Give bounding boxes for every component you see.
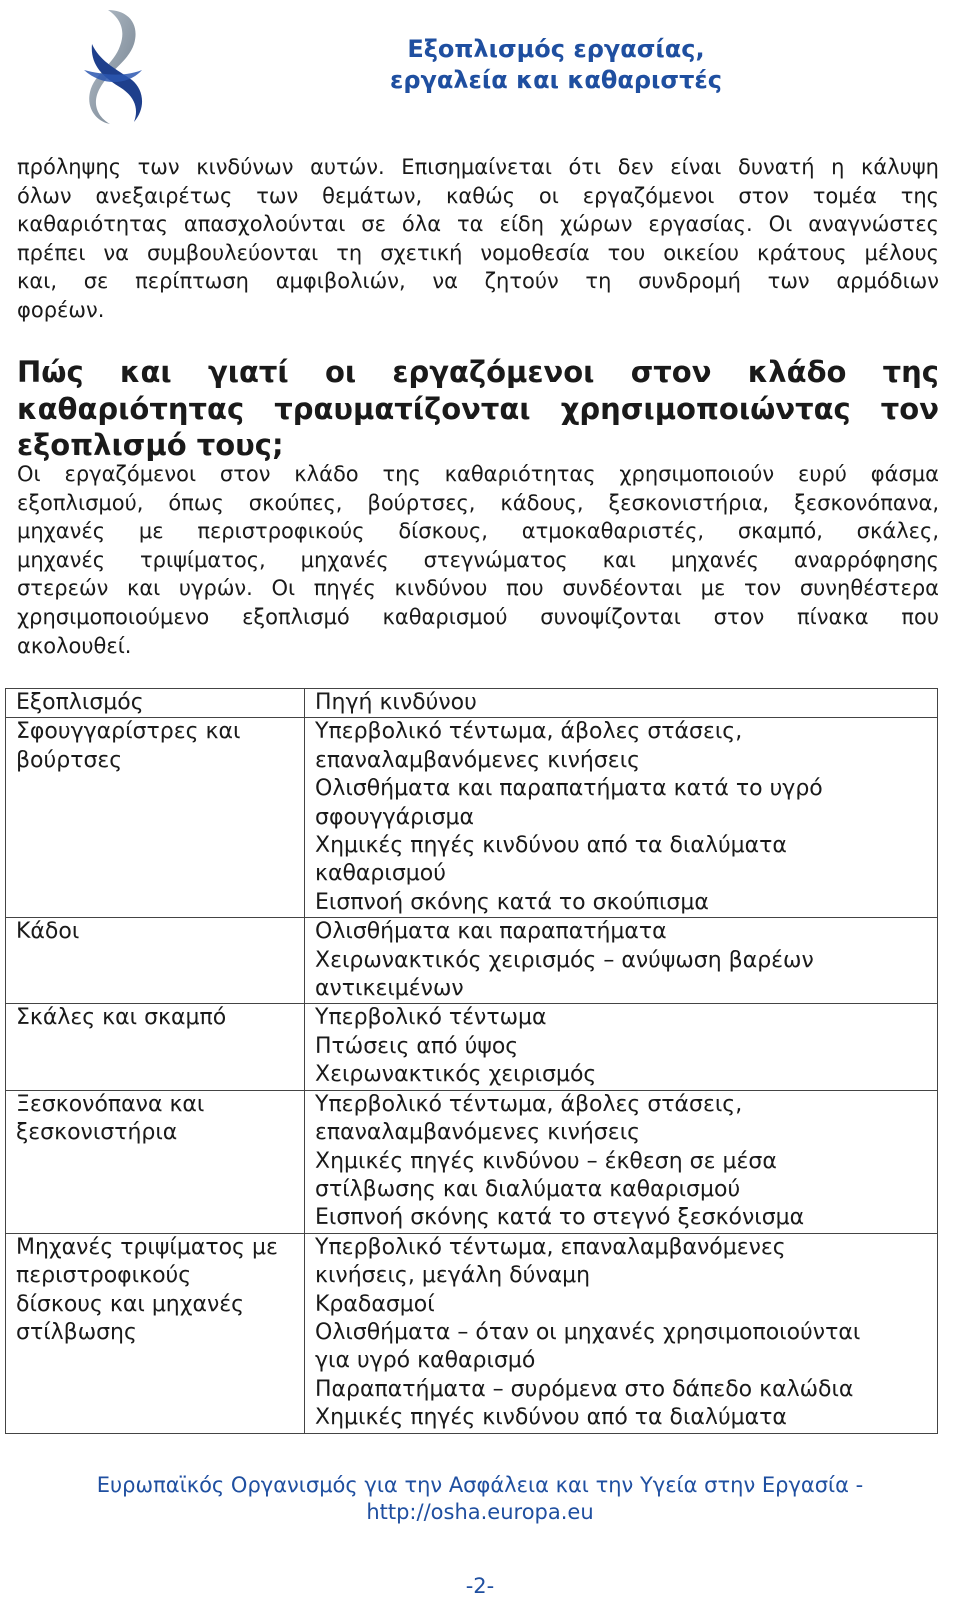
cell-line: Κραδασμοί <box>315 1291 435 1317</box>
cell-line: Υπερβολικό τέντωμα, επαναλαμβανόμενες <box>315 1234 786 1260</box>
cell-line: Ξεσκονόπανα και <box>16 1091 205 1117</box>
table-row <box>6 718 938 918</box>
cell-line: καθαρισμού <box>315 861 446 887</box>
hazard-cell <box>305 718 938 918</box>
hazard-cell <box>305 1233 938 1433</box>
equipment-cell <box>6 718 305 918</box>
text-line: ακολουθεί. <box>17 633 132 658</box>
cell-line: Παραπατήματα – συρόμενα στο δάπεδο καλώδια <box>315 1376 854 1402</box>
text-line: φορέων. <box>17 297 105 322</box>
document-header-title <box>390 34 722 96</box>
cell-line: Χημικές πηγές κινδύνου – έκθεση σε μέσα <box>315 1148 777 1174</box>
text-line: καθαριότητας απασχολούνται σε όλα τα είδη χώρων εργασίας. Οι αναγνώστες <box>17 212 939 237</box>
hazard-cell <box>305 1004 938 1090</box>
cell-line: Ολισθήματα – όταν οι μηχανές χρησιμοποιούνται <box>315 1319 861 1345</box>
footer <box>0 1472 960 1526</box>
cell-line: Σκάλες και σκαμπό <box>16 1005 227 1031</box>
footer-organization: Ευρωπαϊκός Οργανισμός για την Ασφάλεια και την Υγεία στην Εργασία - <box>96 1473 864 1497</box>
equipment-cell <box>6 1233 305 1433</box>
equipment-hazard-table <box>5 688 938 1434</box>
hazard-cell <box>305 918 938 1004</box>
text-line: Οι εργαζόμενοι στον κλάδο της καθαριότητας χρησιμοποιούν ευρύ φάσμα <box>17 462 939 486</box>
table-row <box>6 1090 938 1233</box>
cell-line: ξεσκονιστήρια <box>16 1120 178 1146</box>
footer-url: http://osha.europa.eu <box>366 1500 594 1524</box>
cell-line: Εισπνοή σκόνης κατά το σκούπισμα <box>315 889 709 915</box>
cell-line: Υπερβολικό τέντωμα, άβολες στάσεις, <box>315 1091 743 1117</box>
heading-line: εξοπλισμό τους; <box>17 428 284 462</box>
intro-paragraph <box>17 153 939 325</box>
column-header-hazard: Πηγή κινδύνου <box>305 689 938 718</box>
text-line: όλων ανεξαιρέτως των θεμάτων, καθώς οι εργαζόμενοι στον τομέα της <box>17 183 939 208</box>
heading-line: καθαριότητας τραυματίζονται χρησιμοποιώντας τον <box>17 391 939 426</box>
body-paragraph <box>17 460 939 660</box>
cell-line: σφουγγάρισμα <box>315 804 475 830</box>
header-title-line: εργαλεία και καθαριστές <box>389 66 722 94</box>
cell-line: Υπερβολικό τέντωμα, άβολες στάσεις, <box>315 719 743 745</box>
equipment-cell <box>6 1090 305 1233</box>
hazard-cell <box>305 1090 938 1233</box>
text-line: πρόληψης των κινδύνων αυτών. Επισημαίνεται ότι δεν είναι δυνατή η κάλυψη <box>17 155 939 179</box>
column-header-equipment: Εξοπλισμός <box>6 689 305 718</box>
cell-line: Ολισθήματα και παραπατήματα <box>315 919 667 945</box>
cell-line: Χημικές πηγές κινδύνου από τα διαλύματα <box>315 833 787 859</box>
cell-line: κινήσεις, μεγάλη δύναμη <box>315 1263 591 1289</box>
text-line: στερεών και υγρών. Οι πηγές κινδύνου που συνδέονται με τον συνηθέστερα <box>17 576 939 601</box>
cell-line: στίλβωσης και διαλύματα καθαρισμού <box>315 1176 741 1202</box>
text-line: μηχανές τριψίματος, μηχανές στεγνώματος και μηχανές αναρρόφησης <box>17 547 939 572</box>
cell-line: περιστροφικούς <box>16 1263 192 1289</box>
cell-line: αντικειμένων <box>315 976 464 1002</box>
cell-line: Σφουγγαρίστρες και <box>16 719 241 745</box>
cell-line: Εισπνοή σκόνης κατά το στεγνό ξεσκόνισμα <box>315 1205 805 1231</box>
cell-line: Υπερβολικό τέντωμα <box>315 1005 547 1031</box>
cell-line: Κάδοι <box>16 919 80 945</box>
cell-line: βούρτσες <box>16 747 123 773</box>
equipment-cell <box>6 1004 305 1090</box>
cell-line: δίσκους και μηχανές <box>16 1291 245 1317</box>
heading-line: Πώς και γιατί οι εργαζόμενοι στον κλάδο της <box>17 355 939 389</box>
text-line: εξοπλισμού, όπως σκούπες, βούρτσες, κάδους, ξεσκονιστήρια, ξεσκονόπανα, <box>17 490 939 515</box>
cell-line: επαναλαμβανόμενες κινήσεις <box>315 747 641 773</box>
osha-logo-icon <box>70 4 154 130</box>
section-heading <box>17 354 939 464</box>
header-title-line: Εξοπλισμός εργασίας, <box>407 35 705 63</box>
table-row <box>6 918 938 1004</box>
table-row <box>6 1004 938 1090</box>
table-row <box>6 1233 938 1433</box>
cell-line: Μηχανές τριψίματος με <box>16 1234 278 1260</box>
cell-line: Χειρωνακτικός χειρισμός <box>315 1062 597 1088</box>
cell-line: Χειρωνακτικός χειρισμός – ανύψωση βαρέων <box>315 947 814 973</box>
text-line: χρησιμοποιούμενο εξοπλισμό καθαρισμού συνοψίζονται στον πίνακα που <box>17 604 939 629</box>
page-number: -2- <box>465 1574 495 1598</box>
cell-line: στίλβωσης <box>16 1319 137 1345</box>
cell-line: Πτώσεις από ύψος <box>315 1033 519 1059</box>
text-line: μηχανές με περιστροφικούς δίσκους, ατμοκαθαριστές, σκαμπό, σκάλες, <box>17 519 939 544</box>
cell-line: για υγρό καθαρισμό <box>315 1348 536 1374</box>
equipment-cell <box>6 918 305 1004</box>
cell-line: Χημικές πηγές κινδύνου από τα διαλύματα <box>315 1405 787 1431</box>
table-header-row <box>6 689 938 718</box>
text-line: πρέπει να συμβουλεύονται τη σχετική νομοθεσία του οικείου κράτους μέλους <box>17 240 939 265</box>
text-line: και, σε περίπτωση αμφιβολιών, να ζητούν τη συνδρομή των αρμόδιων <box>17 269 939 294</box>
cell-line: επαναλαμβανόμενες κινήσεις <box>315 1120 641 1146</box>
cell-line: Ολισθήματα και παραπατήματα κατά το υγρό <box>315 776 823 802</box>
